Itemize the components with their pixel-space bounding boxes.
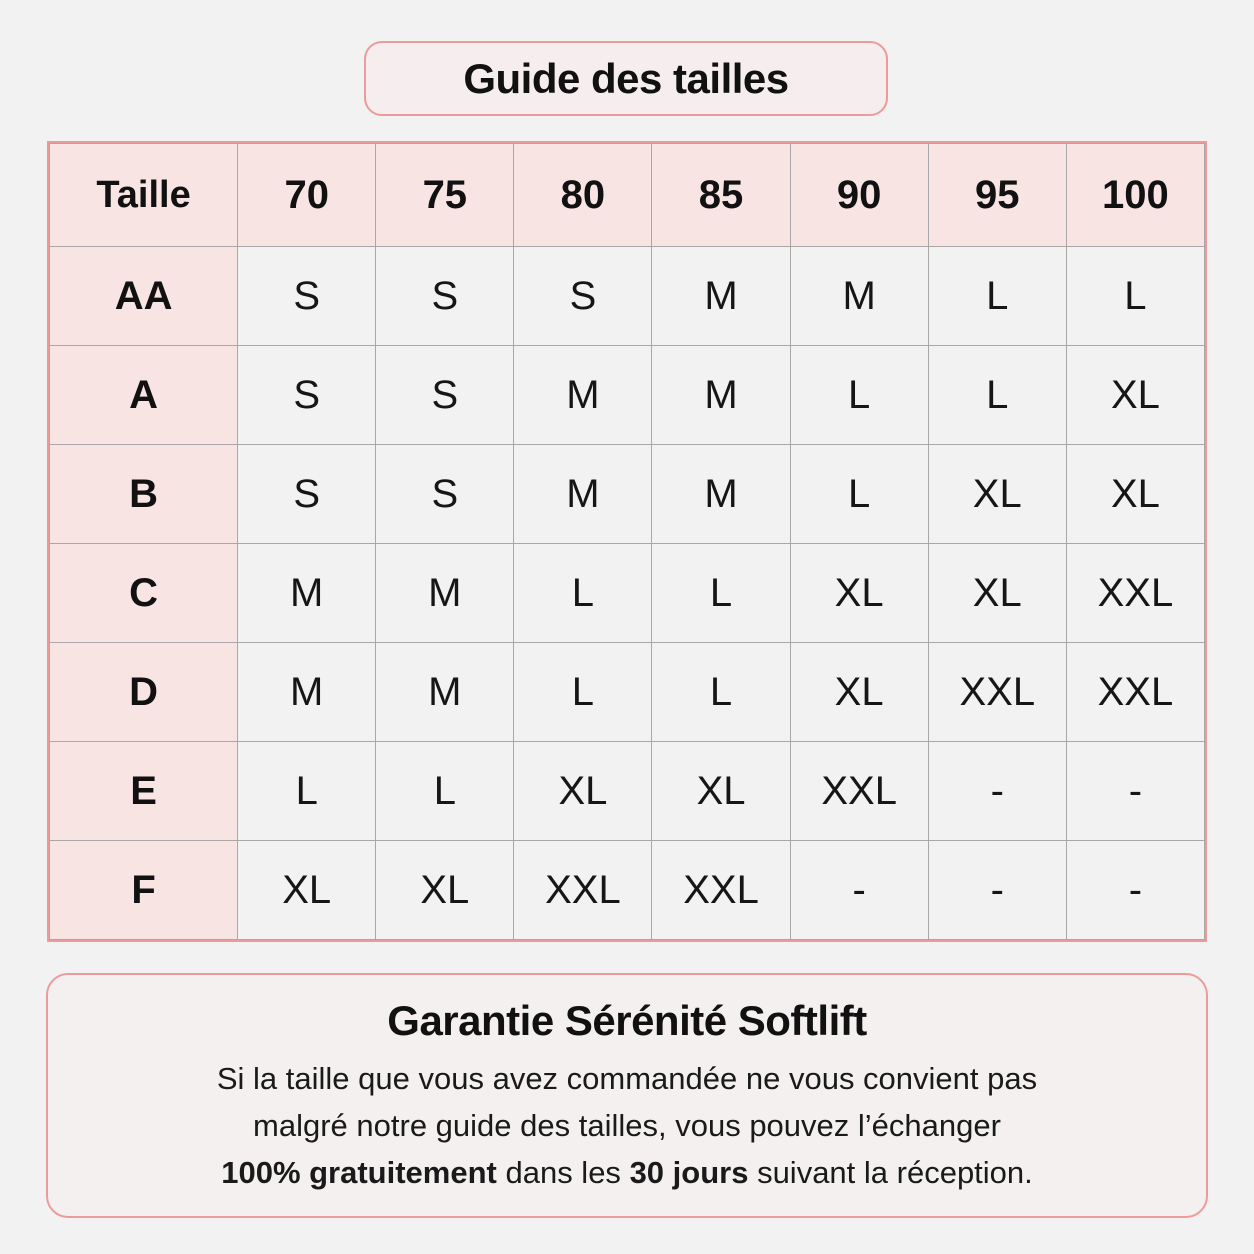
- size-cell: XL: [790, 643, 928, 742]
- size-cell: XL: [790, 544, 928, 643]
- cup-label: A: [50, 346, 238, 445]
- guarantee-line-1: Si la taille que vous avez commandée ne vous convient pas: [216, 1061, 1038, 1096]
- cup-label: F: [50, 841, 238, 940]
- size-table: [49, 143, 1205, 940]
- guarantee-free-emphasis: 100% gratuitement: [221, 1155, 497, 1190]
- size-cell: M: [376, 544, 514, 643]
- size-cell: XXL: [514, 841, 652, 940]
- size-cell: S: [376, 247, 514, 346]
- size-cell: S: [238, 247, 376, 346]
- size-cell: M: [652, 346, 790, 445]
- band-size-header: 75: [376, 144, 514, 247]
- size-cell: L: [514, 643, 652, 742]
- size-cell: L: [238, 742, 376, 841]
- size-cell: XL: [514, 742, 652, 841]
- cup-label: E: [50, 742, 238, 841]
- size-cell: M: [376, 643, 514, 742]
- size-cell: XXL: [652, 841, 790, 940]
- size-cell: -: [790, 841, 928, 940]
- size-cell: L: [652, 643, 790, 742]
- guarantee-line-3-mid: dans les: [496, 1155, 630, 1190]
- table-row: [50, 445, 1205, 544]
- size-cell: XL: [928, 544, 1066, 643]
- table-row: [50, 742, 1205, 841]
- band-size-header: 85: [652, 144, 790, 247]
- size-cell: M: [238, 643, 376, 742]
- size-cell: S: [376, 346, 514, 445]
- size-cell: L: [790, 346, 928, 445]
- table-row: [50, 643, 1205, 742]
- size-cell: M: [238, 544, 376, 643]
- cup-label: B: [50, 445, 238, 544]
- band-size-header: 90: [790, 144, 928, 247]
- size-cell: XL: [1066, 346, 1204, 445]
- size-cell: L: [928, 346, 1066, 445]
- size-cell: L: [376, 742, 514, 841]
- guarantee-line-2: malgré notre guide des tailles, vous pouvez l’échanger: [253, 1108, 1001, 1143]
- table-row: [50, 841, 1205, 940]
- size-cell: XL: [1066, 445, 1204, 544]
- guarantee-title: Garantie Sérénité Softlift: [387, 997, 867, 1044]
- size-cell: XL: [652, 742, 790, 841]
- size-cell: XXL: [1066, 544, 1204, 643]
- size-cell: XXL: [928, 643, 1066, 742]
- corner-label: Taille: [50, 144, 238, 247]
- band-size-header: 100: [1066, 144, 1204, 247]
- size-cell: M: [652, 445, 790, 544]
- header-row: [50, 144, 1205, 247]
- size-cell: L: [1066, 247, 1204, 346]
- size-cell: L: [790, 445, 928, 544]
- size-cell: -: [1066, 841, 1204, 940]
- guarantee-text: [48, 1055, 1206, 1196]
- size-cell: S: [514, 247, 652, 346]
- size-cell: M: [652, 247, 790, 346]
- size-cell: M: [790, 247, 928, 346]
- band-size-header: 70: [238, 144, 376, 247]
- size-cell: -: [928, 742, 1066, 841]
- guarantee-days-emphasis: 30 jours: [629, 1155, 749, 1190]
- size-cell: M: [514, 346, 652, 445]
- cup-label: C: [50, 544, 238, 643]
- guarantee-box: [46, 973, 1208, 1218]
- cup-label: D: [50, 643, 238, 742]
- size-cell: -: [928, 841, 1066, 940]
- guarantee-line-3: [48, 1149, 1206, 1196]
- size-cell: -: [1066, 742, 1204, 841]
- cup-label: AA: [50, 247, 238, 346]
- table-row: [50, 346, 1205, 445]
- band-size-header: 95: [928, 144, 1066, 247]
- size-cell: L: [928, 247, 1066, 346]
- size-cell: M: [514, 445, 652, 544]
- table-row: [50, 247, 1205, 346]
- size-cell: XL: [928, 445, 1066, 544]
- size-cell: XL: [376, 841, 514, 940]
- size-cell: L: [652, 544, 790, 643]
- size-cell: XL: [238, 841, 376, 940]
- size-cell: S: [376, 445, 514, 544]
- guarantee-line-3-end: suivant la réception.: [748, 1155, 1033, 1190]
- size-cell: XXL: [790, 742, 928, 841]
- size-cell: L: [514, 544, 652, 643]
- title-box: [364, 41, 888, 116]
- band-size-header: 80: [514, 144, 652, 247]
- page-title: Guide des tailles: [463, 54, 789, 102]
- size-cell: S: [238, 445, 376, 544]
- size-cell: S: [238, 346, 376, 445]
- table-row: [50, 544, 1205, 643]
- size-cell: XXL: [1066, 643, 1204, 742]
